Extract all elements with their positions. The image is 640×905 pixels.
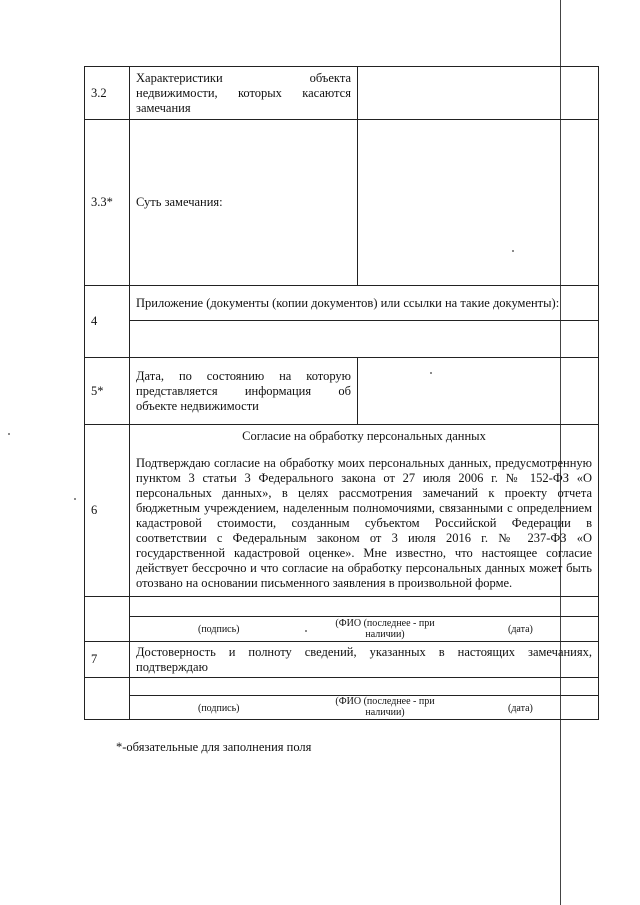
date-caption: (дата) bbox=[508, 624, 533, 635]
signature-caption: (подпись) bbox=[198, 703, 240, 714]
row-4-input bbox=[85, 321, 599, 358]
fio-caption-line: наличии) bbox=[365, 707, 405, 718]
row-number: 4 bbox=[85, 286, 130, 358]
row-number: 7 bbox=[85, 642, 130, 678]
row-6 bbox=[85, 425, 599, 597]
signature-caption-cell bbox=[130, 696, 599, 720]
fio-caption bbox=[320, 618, 450, 640]
row-number: 3.3* bbox=[85, 120, 130, 286]
label-word: информация bbox=[244, 383, 312, 398]
fio-caption-line: (ФИО (последнее - при bbox=[335, 618, 435, 629]
scan-speck bbox=[8, 433, 10, 435]
label-word: Дата, bbox=[136, 368, 165, 383]
label-word: замечания bbox=[136, 100, 191, 115]
row-3-2 bbox=[85, 67, 599, 120]
label-word: которых bbox=[237, 85, 282, 100]
row-label: Приложение (документы (копии документов) или ссылки на такие документы): bbox=[130, 286, 599, 321]
row-4-header bbox=[85, 286, 599, 321]
label-word: по bbox=[178, 368, 192, 383]
signature-row-1-blank bbox=[85, 597, 599, 617]
date-caption: (дата) bbox=[508, 703, 533, 714]
row-number: 3.2 bbox=[85, 67, 130, 120]
signature-row-2-blank bbox=[85, 678, 599, 696]
empty-number-cell bbox=[85, 597, 130, 642]
fio-caption bbox=[320, 696, 450, 718]
row-number: 5* bbox=[85, 358, 130, 425]
scan-speck bbox=[74, 498, 76, 500]
footnote: *-обязательные для заполнения поля bbox=[116, 740, 312, 754]
fio-caption-line: наличии) bbox=[365, 629, 405, 640]
signature-caption-cell bbox=[130, 617, 599, 642]
consent-title: Согласие на обработку персональных данных bbox=[242, 429, 486, 443]
row-7 bbox=[85, 642, 599, 678]
signature-input-1[interactable] bbox=[130, 597, 599, 617]
signature-row-2-captions bbox=[85, 696, 599, 720]
label-word: об bbox=[338, 383, 351, 398]
row-5 bbox=[85, 358, 599, 425]
empty-number-cell bbox=[85, 678, 130, 720]
row-label bbox=[130, 358, 358, 425]
label-word: представляется bbox=[136, 383, 218, 398]
row-label bbox=[130, 67, 358, 120]
label-word: объекте недвижимости bbox=[136, 398, 259, 413]
input-cell-4[interactable] bbox=[130, 321, 599, 358]
input-cell-5[interactable] bbox=[358, 358, 599, 425]
row-number: 6 bbox=[85, 425, 130, 597]
row-label: Суть замечания: bbox=[130, 120, 358, 286]
signature-input-2[interactable] bbox=[130, 678, 599, 696]
label-word: объекта bbox=[309, 70, 351, 85]
form-table bbox=[84, 66, 599, 720]
fio-caption-line: (ФИО (последнее - при bbox=[335, 696, 435, 707]
label-word: состоянию bbox=[206, 368, 265, 383]
label-word: Характеристики bbox=[136, 70, 223, 85]
input-cell-3-3[interactable] bbox=[358, 120, 599, 286]
label-word: на bbox=[279, 368, 292, 383]
input-cell-3-2[interactable] bbox=[358, 67, 599, 120]
label-word: недвижимости, bbox=[136, 85, 218, 100]
confirmation-text: Достоверность и полноту сведений, указанных в настоящих замечаниях, подтверждаю bbox=[130, 642, 599, 678]
signature-caption: (подпись) bbox=[198, 624, 240, 635]
consent-text: Подтверждаю согласие на обработку моих персональных данных, предусмотренную пунктом 3 статьи 3 Федерального закона от 27 июля 2006 г. № 152-ФЗ «О персональных данных», в целях рассмотрения замечаний к проекту отчета бюджетным учреждением, наделенным полномочиями, связанными с определением кадастровой стоимости, созданным субъектом Российской Федерации в соответствии с Федеральным законом от 3 июля 2016 г. № 237-ФЗ «О государственной кадастровой оценке». Мне известно, что настоящее согласие действует бессрочно и что согласие на обработку персональных данных может быть отозвано на основании письменного заявления в произвольной форме. bbox=[136, 456, 592, 590]
signature-row-1-captions bbox=[85, 617, 599, 642]
label-word: касаются bbox=[302, 85, 351, 100]
consent-cell bbox=[130, 425, 599, 597]
row-3-3 bbox=[85, 120, 599, 286]
label-word: которую bbox=[306, 368, 351, 383]
